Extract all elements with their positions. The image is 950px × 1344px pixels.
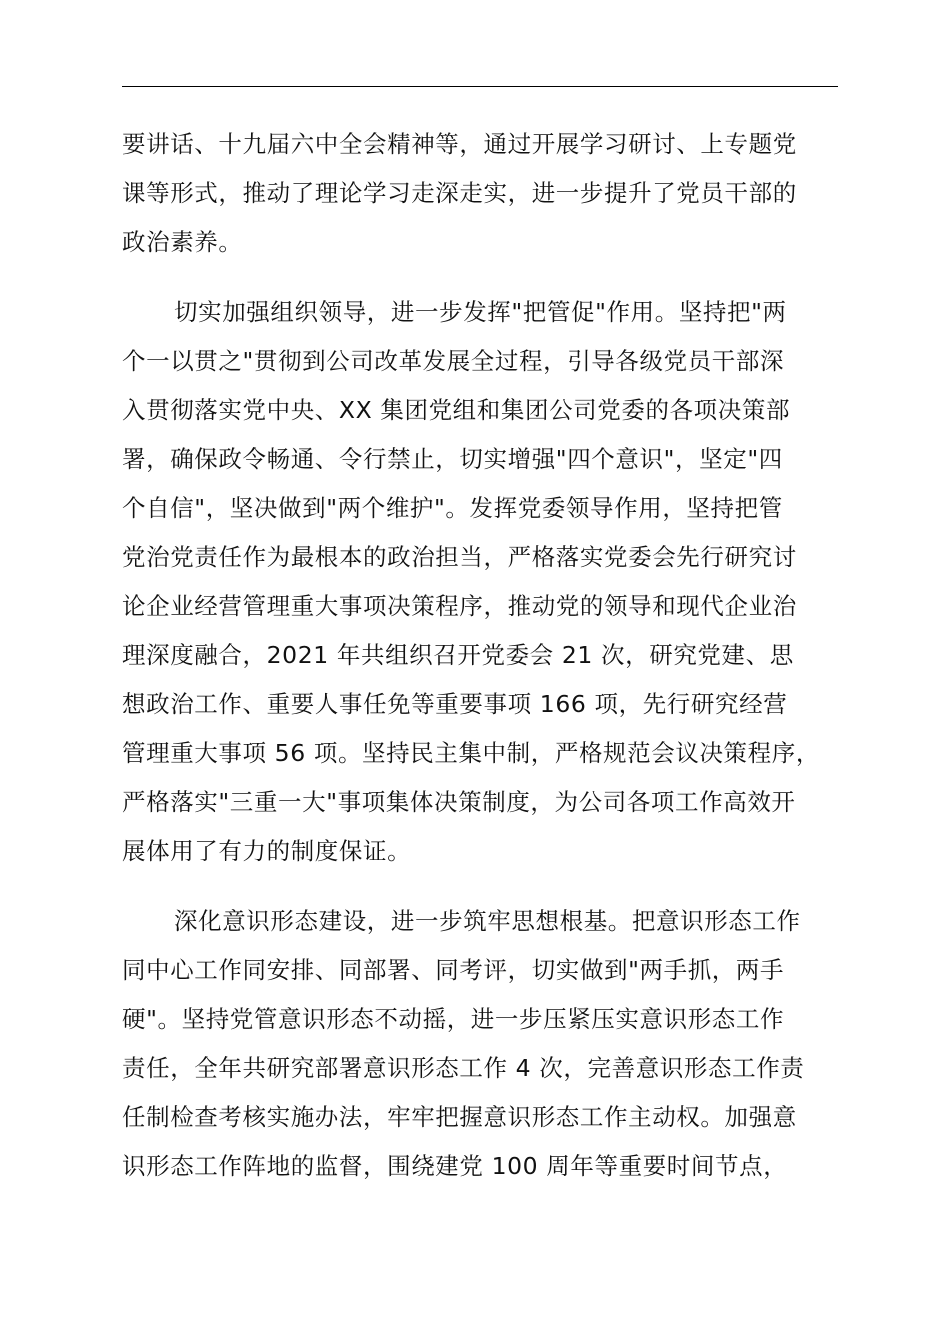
text-line: 切实加强组织领导，进一步发挥"把管促"作用。坚持把"两 (174, 298, 787, 326)
paragraph-3 (122, 897, 862, 1191)
text-line: 管理重大事项 56 项。坚持民主集中制，严格规范会议决策程序， (122, 739, 820, 767)
document-body (122, 120, 862, 1191)
text-line: 要讲话、十九届六中全会精神等，通过开展学习研讨、上专题党 (122, 130, 797, 158)
text-line: 责任，全年共研究部署意识形态工作 4 次，完善意识形态工作责 (122, 1054, 805, 1082)
paragraph-1 (122, 120, 862, 267)
text-line: 入贯彻落实党中央、XX 集团党组和集团公司党委的各项决策部 (122, 396, 791, 424)
text-line: 严格落实"三重一大"事项集体决策制度，为公司各项工作高效开 (122, 788, 796, 816)
header-rule (122, 86, 838, 87)
text-line: 展体用了有力的制度保证。 (122, 837, 412, 865)
text-line: 个自信"，坚决做到"两个维护"。发挥党委领导作用，坚持把管 (122, 494, 783, 522)
text-line: 识形态工作阵地的监督，围绕建党 100 周年等重要时间节点， (122, 1152, 788, 1180)
text-line: 党治党责任作为最根本的政治担当，严格落实党委会先行研究讨 (122, 543, 797, 571)
text-line: 个一以贯之"贯彻到公司改革发展全过程，引导各级党员干部深 (122, 347, 785, 375)
text-line: 政治素养。 (122, 228, 243, 256)
text-line: 想政治工作、重要人事任免等重要事项 166 项，先行研究经营 (122, 690, 788, 718)
text-line: 署，确保政令畅通、令行禁止，切实增强"四个意识"，坚定"四 (122, 445, 783, 473)
text-line: 同中心工作同安排、同部署、同考评，切实做到"两手抓，两手 (122, 956, 785, 984)
text-line: 论企业经营管理重大事项决策程序，推动党的领导和现代企业治 (122, 592, 797, 620)
text-line: 深化意识形态建设，进一步筑牢思想根基。把意识形态工作 (174, 907, 801, 935)
text-line: 硬"。坚持党管意识形态不动摇，进一步压紧压实意识形态工作 (122, 1005, 785, 1033)
paragraph-gap (122, 267, 862, 288)
paragraph-2 (122, 288, 862, 876)
paragraph-gap (122, 876, 862, 897)
text-line: 理深度融合，2021 年共组织召开党委会 21 次，研究党建、思 (122, 641, 794, 669)
text-line: 课等形式，推动了理论学习走深走实，进一步提升了党员干部的 (122, 179, 797, 207)
text-line: 任制检查考核实施办法，牢牢把握意识形态工作主动权。加强意 (122, 1103, 797, 1131)
